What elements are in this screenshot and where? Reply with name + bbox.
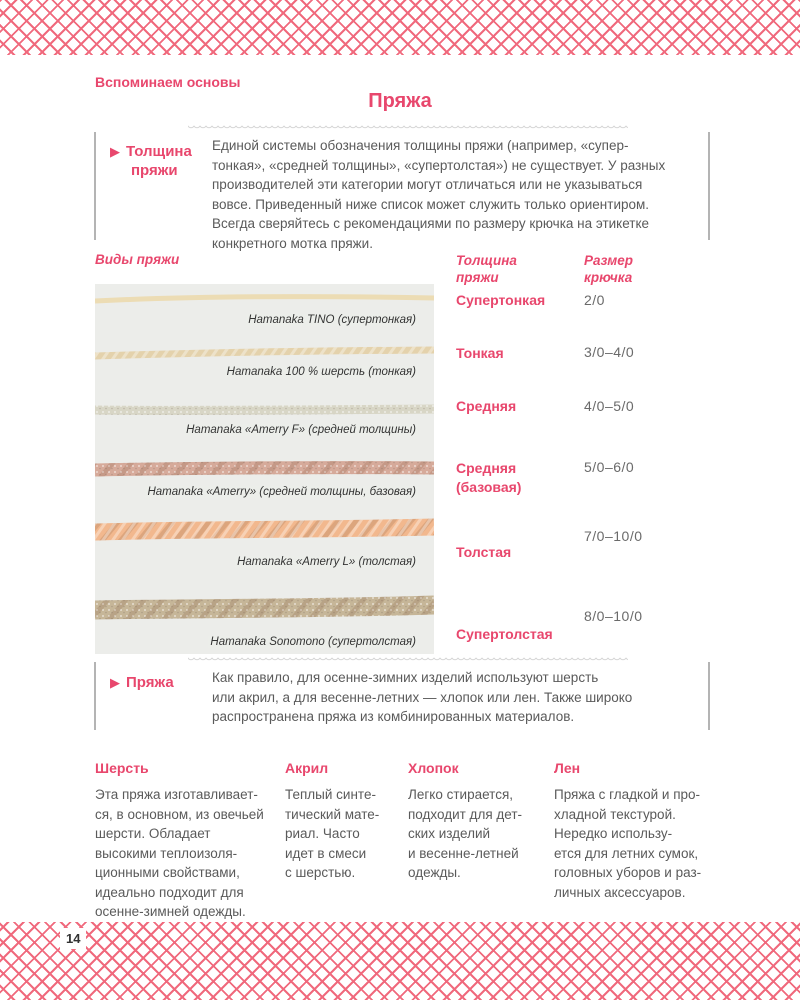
yarn-strand-6 [95,605,434,610]
triangle-right-icon: ▶ [110,675,120,690]
weight-name-6: Супертолстая [456,626,553,642]
yarn-box-text: Как правило, для осенне-зимних изделий используют шерсть или акрил, а для весенне-летних — хлопок или лен. Также широко распространена пряжа из комбинированных материалов. [212,670,633,724]
section-label: Вспоминаем основы [95,74,241,90]
thickness-box-text: Единой системы обозначения толщины пряжи (например, «супер- тонкая», «средней толщины», «супертолстая») не существует. У разных производителей эти категории могут отличаться или не указываться вовсе. Приведенный ниже список может служить только ориентиром. Всегда сверяйтесь с рекомендациями по размеру крючка на этикетке конкретного мотка пряжи. [212,138,666,251]
yarn-types-heading: Виды пряжи [95,252,180,267]
hook-size-2: 3/0–4/0 [584,344,635,360]
weight-name-5: Толстая [456,544,512,560]
triangle-right-icon: ▶ [110,144,120,159]
yarn-box-top-wave [188,656,628,666]
material-text-acrylic: Теплый синте- тический мате- риал. Часто идет в смеси с шерстью. [285,787,380,880]
thickness-box-right-bar [708,132,710,240]
yarn-samples-photo [95,284,434,654]
material-title-wool: Шерсть [95,760,149,776]
hook-size-5: 7/0–10/0 [584,528,643,544]
yarn-caption-6: Hamanaka Sonomono (супертолстая) [210,636,416,648]
yarn-strands-drawing [95,284,434,654]
material-text-wool: Эта пряжа изготавливает- ся, в основном, из овечьей шерсти. Обладает высокими теплоизоля- ционными свойствами, идеально подходит для осенне-зимней одежды. [95,787,264,919]
material-title-acrylic: Акрил [285,760,329,776]
weight-name-1: Супертонкая [456,292,546,308]
material-text-cotton: Легко стирается, подходит для дет- ских изделий и весенне-летней одежды. [408,787,522,880]
yarn-box-label: ▶ Пряжа [110,674,174,691]
yarn-caption-3: Hamanaka «Amerry F» (средней толщины) [186,424,416,436]
thickness-box-label: ▶ Толщина пряжи [110,143,192,179]
yarn-caption-2: Hamanaka 100 % шерсть (тонкая) [226,366,416,378]
weight-name-2: Тонкая [456,345,504,361]
bottom-lattice-border [0,922,800,1000]
weight-name-4: Средняя (базовая) [456,460,522,495]
page-number: 14 [60,928,86,949]
hook-size-3: 4/0–5/0 [584,398,635,414]
yarn-strand-1 [95,297,434,301]
material-title-cotton: Хлопок [408,760,459,776]
yarn-box-right-bar [708,662,710,730]
weight-name-3: Средняя [456,398,517,414]
material-title-linen: Лен [554,760,581,776]
yarn-box-left-bar [94,662,96,730]
thickness-box-top-wave [188,124,628,134]
table-head-thickness: Толщина пряжи [456,253,517,285]
yarn-strand-4 [95,468,434,470]
material-text-linen: Пряжа с гладкой и про- хладной текстурой. Нередко использу- ется для летних сумок, головных уборов и раз- личных аксессуаров. [554,787,702,900]
top-lattice-border [0,0,800,55]
page-title: Пряжа [368,90,432,112]
yarn-caption-5: Hamanaka «Amerry L» (толстая) [237,556,416,568]
yarn-strand-5 [95,527,434,532]
yarn-caption-1: Hamanaka TINO (супертонкая) [248,314,416,326]
hook-size-4: 5/0–6/0 [584,459,635,475]
yarn-caption-4: Hamanaka «Amerry» (средней толщины, базовая) [147,486,416,498]
yarn-strand-3 [95,409,434,410]
thickness-box-left-bar [94,132,96,240]
hook-size-6: 8/0–10/0 [584,608,643,624]
hook-size-1: 2/0 [584,292,605,308]
table-head-hook: Размер крючка [584,253,633,285]
yarn-strand-2 [95,350,434,356]
